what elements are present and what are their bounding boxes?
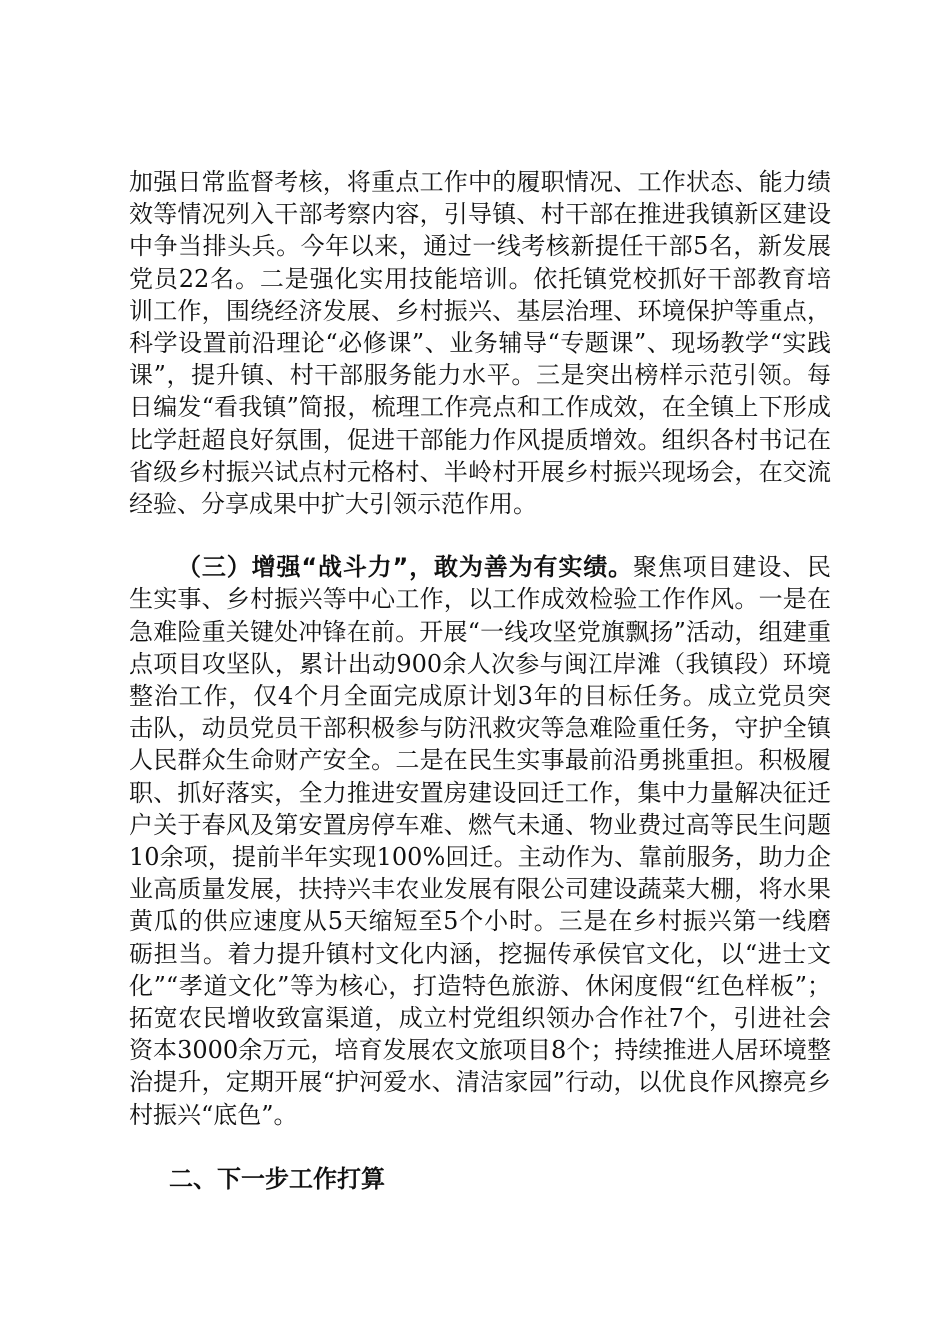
paragraph-combat-strength [129,551,831,1131]
paragraph-lead-heading: （三）增强“战斗力”，敢为善为有实绩。 [177,553,633,582]
paragraph-body-text: 聚焦项目建设、民生实事、乡村振兴等中心工作，以工作成效检验工作作风。一是在急难险重关键处冲锋在前。开展“一线攻坚党旗飘扬”活动，组建重点项目攻坚队，累计出动900余人次参与闽江岸滩（我镇段）环境整治工作，仅4个月全面完成原计划3年的目标任务。成立党员突击队，动员党员干部积极参与防汛救灾等急难险重任务，守护全镇人民群众生命财产安全。二是在民生实事最前沿勇挑重担。积极履职、抓好落实，全力推进安置房建设回迁工作，集中力量解决征迁户关于春风及第安置房停车难、燃气未通、物业费过高等民生问题10余项，提前半年实现100%回迁。主动作为、靠前服务，助力企业高质量发展，扶持兴丰农业发展有限公司建设蔬菜大棚，将水果黄瓜的供应速度从5天缩短至5个小时。三是在乡村振兴第一线磨砺担当。着力提升镇村文化内涵，挖掘传承侯官文化，以“进士文化”“孝道文化”等为核心，打造特色旅游、休闲度假“红色样板”；拓宽农民增收致富渠道，成立村党组织领办合作社7个，引进社会资本3000余万元，培育发展农文旅项目8个；持续推进人居环境整治提升，定期开展“护河爱水、清洁家园”行动，以优良作风擦亮乡村振兴“底色”。 [129,553,832,1129]
paragraph-monitoring: 加强日常监督考核，将重点工作中的履职情况、工作状态、能力绩效等情况列入干部考察内容，引导镇、村干部在推进我镇新区建设中争当排头兵。今年以来，通过一线考核新提任干部5名，新发展党员22名。二是强化实用技能培训。依托镇党校抓好干部教育培训工作，围绕经济发展、乡村振兴、基层治理、环境保护等重点，科学设置前沿理论“必修课”、业务辅导“专题课”、现场教学“实践课”，提升镇、村干部服务能力水平。三是突出榜样示范引领。每日编发“看我镇”简报，梳理工作亮点和工作成效，在全镇上下形成比学赶超良好氛围，促进干部能力作风提质增效。组织各村书记在省级乡村振兴试点村元格村、半岭村开展乡村振兴现场会，在交流经验、分享成果中扩大引领示范作用。 [129,168,831,519]
document-body [129,166,831,1195]
section-heading-next-steps: 二、下一步工作打算 [169,1164,385,1193]
